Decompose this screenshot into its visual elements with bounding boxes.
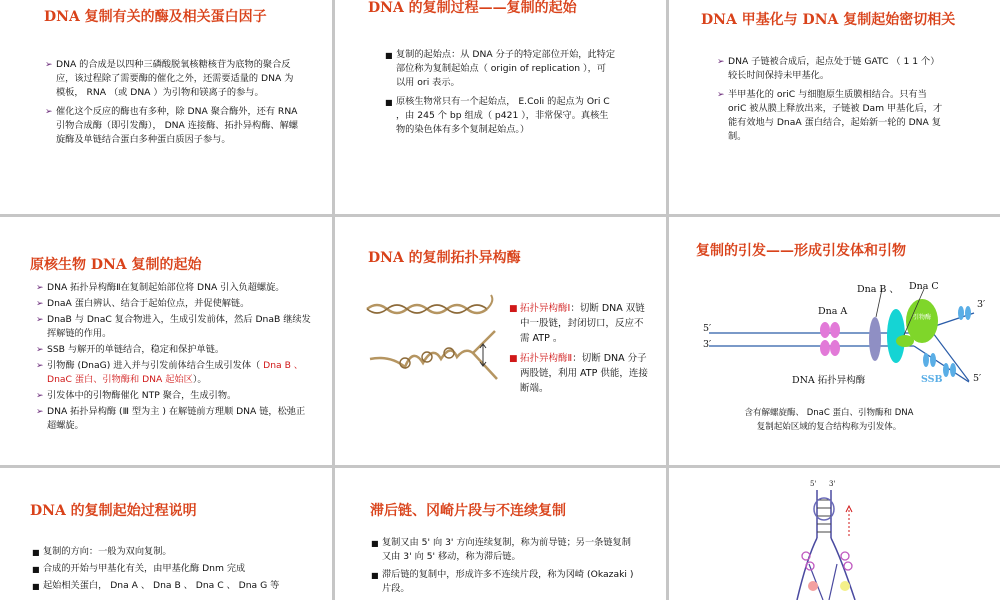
slide-title: DNA 的复制拓扑异构酶 (368, 250, 521, 266)
strand-5-left: 5′ (703, 323, 712, 334)
dnab-label: Dna B 、 (857, 284, 899, 295)
slide-methylation[interactable] (669, 0, 1000, 214)
arrow-bullet-icon: ➢ (36, 361, 44, 371)
bullet-item: ■ 拓扑异构酶Ⅱ：切断 DNA 分子两股链，利用 ATP 供能，连接断端。 (509, 353, 648, 394)
bullet-item: ➢ DnaB 与 DnaC 复合物进入，生成引发前体，然后 DnaB 继续发挥解链的作用。 (36, 314, 311, 339)
bullet-item: ■ 复制的起始点：从 DNA 分子的特定部位开始，此特定部位称为复制起始点（ origin of replication ），可以用 ori 表示。 (385, 49, 616, 88)
bullet-item: ➢ SSB 与解开的单链结合，稳定和保护单链。 (36, 344, 225, 355)
parental-helix (814, 490, 834, 538)
direction-arrow (846, 506, 852, 536)
bullet-item: ■ 复制又由 5' 向 3' 方向连续复制，称为前导链；另一条链复制又由 3' 向 5' 移动，称为滞后链。 (371, 537, 631, 562)
arrow-bullet-icon: ➢ (717, 57, 725, 67)
arrow-bullet-icon: ➢ (36, 407, 44, 417)
slide-title: 复制的引发——形成引发体和引物 (696, 243, 906, 259)
slide-start-process[interactable] (0, 468, 332, 600)
square-bullet-icon: ■ (32, 582, 40, 591)
bullet-item: ➢ 半甲基化的 oriC 与细胞原生质膜相结合。只有当 oriC 被从膜上释放出来，子链被 Dam 甲基化后，才能有效地与 DnaA 蛋白结合，起始新一轮的 DNA 复制。 (717, 89, 943, 142)
bullet-item: ➢ 引发体中的引物酶催化 NTP 聚合，生成引物。 (36, 390, 237, 401)
slide-primosome[interactable] (669, 217, 1000, 465)
supercoiled-dna-strand (370, 331, 497, 379)
bullet-item: ■ 复制的方向：一般为双向复制。 (32, 545, 322, 559)
polymerase-left (808, 581, 818, 591)
bullet-item: ➢ 催化这个反应的酶也有多种，除 DNA 聚合酶外，还有 RNA 引物合成酶（即引发酶）， DNA 连接酶、拓扑异构酶、解螺旋酶及单链结合蛋白多种蛋白质因子参与。 (45, 106, 298, 145)
topoisomerase-shape (869, 317, 881, 361)
arrow-bullet-icon: ➢ (45, 107, 53, 117)
bullet-item: ➢ DNA 子链被合成后，起点处于链 GATC （ 1 1 个）较长时间保持未甲基化。 (717, 56, 940, 81)
square-bullet-icon: ■ (32, 548, 40, 557)
slide-title: 滞后链、冈崎片段与不连续复制 (370, 503, 566, 519)
arrow-bullet-icon: ➢ (36, 391, 44, 401)
arrow-bullet-icon: ➢ (36, 315, 44, 325)
square-bullet-icon: ■ (371, 539, 379, 548)
strand-3-left: 3′ (703, 339, 712, 350)
dna-supercoil-illustration (365, 287, 505, 387)
slide-enzymes-proteins[interactable] (0, 0, 332, 214)
bullet-item: ➢ DnaA 蛋白辨认、结合于起始位点，并促使解链。 (36, 298, 250, 309)
slide-body (36, 281, 311, 435)
strand-5-right: 5′ (973, 373, 982, 384)
slide-title: DNA 的复制起始过程说明 (30, 503, 197, 519)
strand-3-right: 3′ (977, 299, 986, 310)
dnac-shape (896, 335, 914, 347)
strand-3-label: 3' (829, 480, 836, 488)
ssb-label: SSB (921, 374, 943, 385)
strand-5-label: 5' (810, 480, 817, 488)
slide-body (717, 55, 947, 149)
slide-title: 原核生物 DNA 复制的起始 (30, 257, 202, 273)
bullet-item: ■ 起始相关蛋白， Dna A 、 Dna B 、 Dna C 、 Dna G 等 (32, 579, 322, 593)
highlight-text: Dna B 、 DnaC 蛋白、引物酶和 DNA 起始区 (47, 360, 303, 385)
bullet-item: ➢ DNA 拓扑异构酶Ⅱ在复制起始部位将 DNA 引入负超螺旋。 (36, 282, 285, 293)
square-bullet-icon: ■ (509, 304, 518, 314)
dnaa-label: Dna A (818, 306, 848, 317)
slide-title: DNA 的复制过程——复制的起始 (368, 0, 577, 16)
square-bullet-icon: ■ (371, 571, 379, 580)
primase-label: 引物酶 (912, 314, 931, 321)
slide-title: DNA 甲基化与 DNA 复制起始密切相关 (701, 12, 956, 28)
slide-body (32, 545, 322, 596)
dnaa-protein (820, 322, 840, 356)
square-bullet-icon: ■ (385, 51, 393, 60)
bullet-item: ■ 拓扑异构酶Ⅰ：切断 DNA 双链中一股链，封闭切口，反应不需 ATP 。 (509, 303, 645, 344)
dnac-label: Dna C (909, 281, 939, 292)
square-bullet-icon: ■ (509, 354, 518, 364)
slide-body (45, 58, 300, 152)
diagram-caption: 含有解螺旋酶、 DnaC 蛋白、引物酶和 DNA 复制起始区域的复合结构称为引发体。 (744, 408, 914, 432)
slide-body (509, 301, 649, 401)
bullet-item: ■ 滞后链的复制中，形成许多不连续片段，称为冈崎 (Okazaki ) 片段。 (371, 569, 634, 594)
slide-title: DNA 复制有关的酶及相关蛋白因子 (44, 9, 267, 25)
arrow-bullet-icon: ➢ (36, 299, 44, 309)
bullet-item: ➢ DNA 拓扑异构酶 (Ⅲ 型为主 ) 在解链前方理顺 DNA 链，松弛正超螺旋。 (36, 406, 306, 431)
slide-topoisomerase[interactable] (335, 217, 666, 465)
topoisomerase-label: DNA 拓扑异构酶 (792, 375, 866, 386)
slide-prokaryote-start[interactable] (0, 217, 332, 465)
bullet-item: ■ 原核生物常只有一个起始点， E.Coli 的起点为 Ori C ，由 245 个 bp 组成（ p421 ），非常保守。真核生物的染色体有多个复制起始点。） (385, 96, 610, 135)
slide-body (385, 48, 615, 142)
bullet-item: ➢ 引物酶 (DnaG) 进入并与引发前体结合生成引发体（ Dna B 、 DnaC 蛋白、引物酶和 DNA 起始区）。 (36, 360, 303, 385)
ssb-proteins (802, 552, 852, 570)
arrow-bullet-icon: ➢ (36, 345, 44, 355)
square-bullet-icon: ■ (385, 98, 393, 107)
slide-body (371, 536, 639, 600)
slide-replication-fork[interactable] (669, 468, 1000, 600)
polymerase-right (840, 581, 850, 591)
arrow-bullet-icon: ➢ (36, 283, 44, 293)
twisted-dna-strand (367, 295, 492, 313)
slide-lagging-strand[interactable] (335, 468, 666, 600)
bullet-item: ➢ DNA 的合成是以四种三磷酸脱氧核糖核苷为底物的聚合反应，该过程除了需要酶的催化之外，还需要适量的 DNA 为模板， RNA （或 DNA ）为引物和镁离子的参与。 (45, 59, 294, 98)
slide-replication-start[interactable] (335, 0, 666, 214)
arrow-bullet-icon: ➢ (45, 60, 53, 70)
bullet-item: ■ 合成的开始与甲基化有关，由甲基化酶 Dnm 完成 (32, 562, 322, 576)
square-bullet-icon: ■ (32, 565, 40, 574)
arrow-bullet-icon: ➢ (717, 90, 725, 100)
primase-shape (906, 299, 938, 343)
